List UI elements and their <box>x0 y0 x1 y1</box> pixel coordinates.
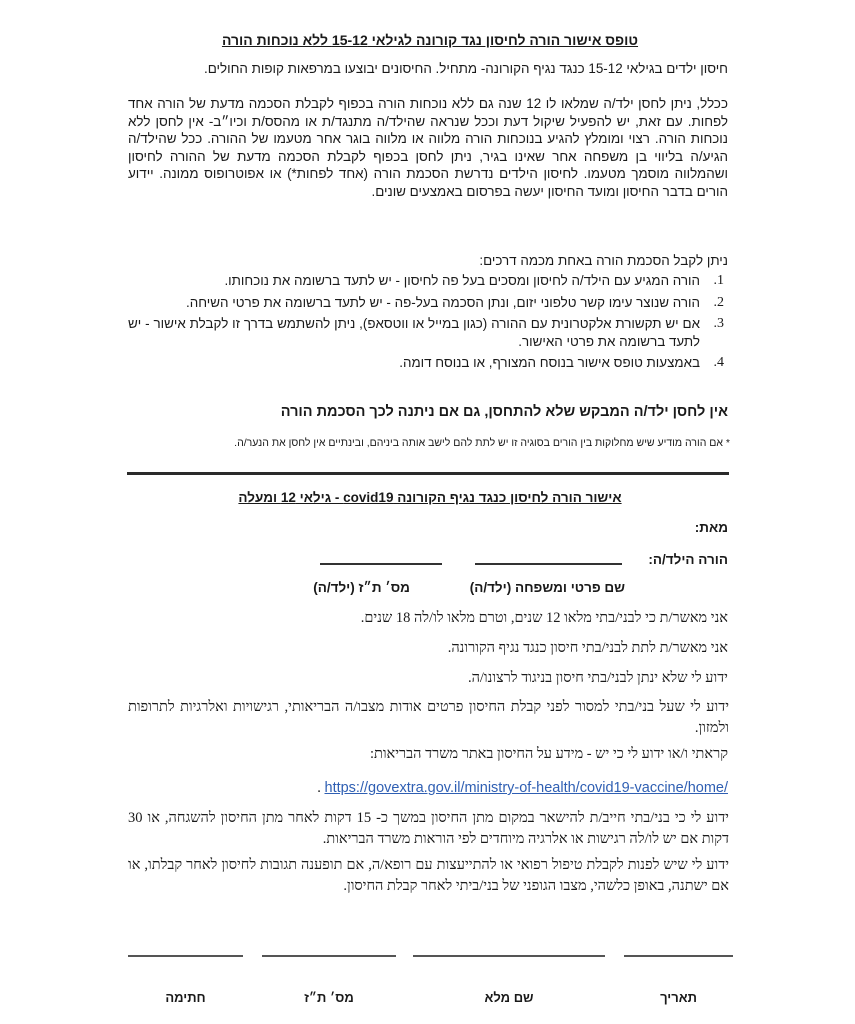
date-field[interactable] <box>624 955 733 957</box>
list-item: 2. הורה שנוצר עימו קשר טלפוני יזום, ונתן הסכמה בעל-פה - יש לתעד ברשומה את פרטי השיחה. <box>186 294 724 310</box>
signature-field[interactable] <box>128 955 243 957</box>
link-row: https://govextra.gov.il/ministry-of-health/covid19-vaccine/home/ . <box>317 780 728 796</box>
ways-intro: ניתן לקבל הסכמת הורה באחת מכמה דרכים: <box>479 253 728 268</box>
consent-paragraph: ככלל, ניתן לחסן ילד/ה שמלאו לו 12 שנה גם ללא נוכחות הורה בכפוף לקבלת הסכמה מדעת של הורה אחד לפחות. עם זאת, יש להפעיל שיקול דעת וככל שנראה שהילד/ה מתנגד/ת או מהסס/ת וכיו״ב- אין לחסן ללא נוכחות הורה. רצוי ומומלץ להגיע בנוכחות הורה מלווה או מלווה בוגר אחר מטעמו של ההורה. ככל שהילד/ה הגיע/ה בליווי בן משפחה אחר שאינו בגיר, ניתן לחסן בכפוף לקבלת הסכמה מדעת של ההורה לחיסון ושהמלווה מוסמך מטעמו. לחיסון הילדים נדרשת הסכמת הורה (אחד לפחות*) או אפוטרופוס ממונה. יידוע הורים בדבר החיסון ומועד החיסון יעשה בפרסום באמצעים שונים. <box>128 96 728 199</box>
form-title: טופס אישור הורה לחיסון נגד קורונה לגילאי 15-12 ללא נוכחות הורה <box>221 32 639 48</box>
warning-text: אין לחסן ילד/ה המבקש שלא להתחסן, גם אם ניתנה לכך הסכמת הורה <box>280 404 728 420</box>
statement-age: אני מאשר/ת כי לבני/בתי מלאו 12 שנים, וטרם מלאו לו/לה 18 שנים. <box>360 610 728 626</box>
full-name-field[interactable] <box>413 955 605 957</box>
statement-health-details: ידוע לי שעל בני/בתי למסור לפני קבלת החיסון פרטים אודות מצבו/ה הבריאותי, רגישויות ואלרגיות לתרופות ולמזון. <box>128 699 729 736</box>
parent-label: הורה הילד/ה: <box>648 552 728 567</box>
signature-label: חתימה <box>165 990 206 1005</box>
statement-seek-care: ידוע לי שיש לפנות לקבלת טיפול רפואי או להתייעצות עם רופא/ה, אם תופענה תגובות לחיסון לאחר קבלתו, או אם ישתנה, באופן כלשהי, מצבו הגופני של בני/ביתי לאחר קבלת החיסון. <box>128 857 729 894</box>
section-divider <box>127 472 729 475</box>
list-item: 4. באמצעות טופס אישור בנוסח המצורף, או בנוסח דומה. <box>399 355 724 370</box>
child-id-label: מס׳ ת״ז (ילד/ה) <box>313 580 410 595</box>
child-id-field[interactable] <box>320 563 442 565</box>
child-name-field[interactable] <box>475 563 622 565</box>
id-number-field[interactable] <box>262 955 396 957</box>
list-item: 1. הורה המגיע עם הילד/ה לחיסון ומסכים בעל פה לחיסון - יש לתעד ברשומה את נוכחותו. <box>224 273 724 288</box>
full-name-label: שם מלא <box>484 990 534 1005</box>
approval-title: אישור הורה לחיסון כנגד נגיף הקורונה covid19 - גילאי 12 ומעלה <box>238 490 622 505</box>
statement-read-info: קראתי ו/או ידוע לי כי יש - מידע על החיסון באתר משרד הבריאות: <box>369 746 728 762</box>
intro-text: חיסון ילדים בגילאי 15-12 כנגד נגיף הקורונה- מתחיל. החיסונים יבוצעו במרפאות קופות החולים. <box>203 61 728 76</box>
date-label: תאריך <box>660 990 697 1005</box>
ministry-of-health-link[interactable]: https://govextra.gov.il/ministry-of-health/covid19-vaccine/home/ <box>324 780 728 796</box>
consent-ways-list <box>128 272 728 376</box>
child-name-label: שם פרטי ומשפחה (ילד/ה) <box>469 580 625 595</box>
list-item: 3. אם יש תקשורת אלקטרונית עם ההורה (כגון במייל או ווטסאפ), ניתן להשתמש בדרך זו לקבלת אישור - יש לתעד ברשומה את פרטי האישור. <box>128 316 724 349</box>
id-number-label: מס׳ ת״ז <box>304 990 354 1005</box>
footnote: * אם הורה מודיע שיש מחלוקות בין הורים בסוגיה זו יש לתת להם לישב אותה ביניהם, ובינתיים אין לחסן את הנער/ה. <box>234 437 730 449</box>
statement-wait-time: ידוע לי כי בני/בתי חייב/ת להישאר במקום מתן החיסון במשך כ- 15 דקות לאחר מתן החיסון להשגחה, או 30 דקות אם יש לו/לה רגישות או אלרגיה מיוחדים לפי הוראות משרד הבריאות. <box>128 810 729 847</box>
statement-no-force: ידוע לי שלא ינתן לבני/בתי חיסון בניגוד לרצונו/ה. <box>467 670 728 686</box>
statement-approve: אני מאשר/ת לתת לבני/בתי חיסון כנגד נגיף הקורונה. <box>447 640 728 656</box>
from-label: מאת: <box>694 520 728 535</box>
